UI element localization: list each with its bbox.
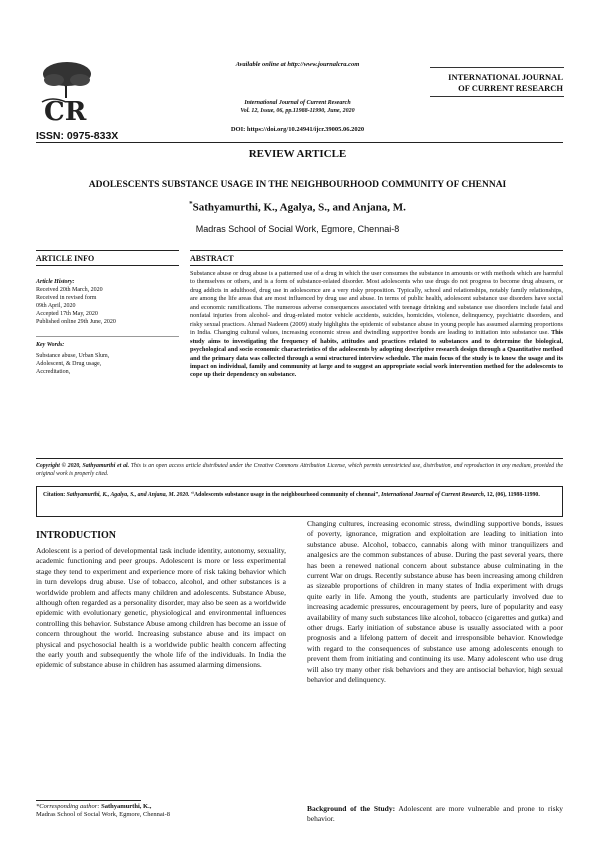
citation-authors: Sathyamurthi, K., Agalya, S., and Anjana, M. 2020.: [65, 492, 190, 498]
article-authors: [0, 200, 595, 214]
copyright-notice: [36, 462, 563, 478]
article-title: ADOLESCENTS SUBSTANCE USAGE IN THE NEIGHBOURHOOD COMMUNITY OF CHENNAI: [88, 180, 507, 190]
introduction-heading: INTRODUCTION: [36, 530, 117, 541]
info-heading-rule: [36, 265, 179, 266]
bg-label: Background of the Study:: [307, 804, 396, 813]
abstract-heading: ABSTRACT: [190, 254, 234, 263]
accepted-date: Accepted 17th May, 2020: [36, 311, 98, 317]
abstract-top-rule: [190, 250, 563, 251]
keywords-line3: Accreditation,: [36, 369, 71, 375]
info-top-rule: [36, 250, 179, 251]
copyright-lead: Copyright © 2020, Sathyamurthi et al.: [36, 463, 130, 469]
keywords: [36, 341, 179, 376]
article-history: [36, 278, 179, 326]
corr-address: Madras School of Social Work, Egmore, Chennai-8: [36, 811, 171, 818]
journal-logo: [36, 58, 100, 126]
abstract-part1: Substance abuse or drug abuse is a patterned use of a drug in which the user consumes the substance in amounts or with methods which are harmful to themselves or others, and is a form of substance-related disorder. Most adolescents who use drugs do not progress to become drug abusers, or drug addicts in adulthood, drug use in adolescence are a very risky proposition. Typically, school and relationships, notably family relationships, are among the life areas that are most influenced by drug use and abuse. In terms of public health, adolescent substance use disorders have social and economic ramifications. The numerous adverse consequences associated with teenage drinking and substance use disorders include fatal and nonfatal injuries from alcohol- and drug-related motor vehicle accidents, suicides, homicides, violence, delinquency, psychiatric disorders, and risky sexual practices.: [190, 270, 563, 328]
journal-name-line2: OF CURRENT RESEARCH: [458, 83, 563, 93]
intro-p1a: Adolescent is a period of developmental task include identity, autonomy, sexuality, academic functioning and peer groups. Adolescent is more or less experimental stage they tend to experiment and experience more of risk taking behavior which in turn develops drug abuse. Use of tobacco, alcohol, and other substances is a worldwide problem and affects many children and adolescents.: [36, 546, 286, 597]
published-date: Published online 29th June, 2020: [36, 319, 116, 325]
header-divider: [36, 142, 563, 143]
svg-text:CR: CR: [44, 97, 87, 126]
bg-text: Adolescent are more vulnerable and prone to risky behavior.: [307, 804, 563, 824]
revised-line1: Received in revised form: [36, 295, 97, 301]
affiliation: Madras School of Social Work, Egmore, Chennai-8: [195, 224, 400, 234]
citation-label: Citation:: [43, 492, 66, 498]
received-date: Received 20th March, 2020: [36, 287, 103, 293]
copyright-text: This is an open access article distributed under the Creative Commons Attribution License, which permits unrestricted use, distribution, and reproduction in any medium, provided the original work is properly cited.: [36, 463, 563, 477]
article-info-heading: ARTICLE INFO: [36, 254, 95, 263]
info-mid-rule: [36, 336, 179, 337]
article-type: REVIEW ARTICLE: [248, 148, 347, 160]
abstract-heading-rule: [190, 265, 563, 266]
journal-rule-top: [430, 67, 564, 68]
abstract-body: [190, 270, 563, 380]
corr-name: Sathyamurthi, K.,: [99, 803, 152, 810]
intro-p1b: Substance Abuse, although often regarded as a personality disorder, may also be seen as a worldwide epidemic with evolutionary genetic, physiological and environmental influences controlling this behavior. Substance Abuse among children has become an issue of concern throughout the world. Increasing substance abuse and its impact on physical and psychosocial health is a worldwide public health concern affecting the early youth and subsequently the whole life of the individuals. In India the epidemic of substance abuse in children has assumed alarming dimensions.: [36, 587, 286, 670]
journal-italic-name: International Journal of Current Research: [244, 100, 351, 106]
intro-col2b: Knowledge with regard to the consequences of substance use among adolescents enough to prevent them from initiating and continuing its use. Many adolescent who use drug will also try many other risk behaviors and they are antisocial behavior, high sexual behavior and delinquency.: [307, 633, 563, 685]
corr-label: *Corresponding author:: [36, 803, 100, 810]
introduction-col1: [36, 546, 286, 671]
corresponding-author: [36, 803, 286, 819]
abstract-bottom-rule: [36, 458, 563, 459]
abstract-part3: This study aims to investigating the frequency of habits, attitudes and practices related to substances and to determine the biological, psychological and socio economic characteristics of the adolescents by adopting descriptive research design through a Quantitative method and the primary data was collected through a semi structured interview schedule. The main focus of the study is to know the usage and its impact on individual, family and community at large and to suggest an appropriate social work intervention method for the adolescents to cope up their dependency on substance.: [190, 329, 563, 379]
issn: ISSN: 0975-833X: [36, 130, 119, 142]
journal-name-line1: INTERNATIONAL JOURNAL: [448, 72, 563, 82]
citation-journal: International Journal of Current Research: [381, 492, 484, 498]
keywords-label: Key Words:: [36, 342, 65, 348]
keywords-line1: Substance abuse, Urban Slum,: [36, 353, 110, 359]
volume-line: Vol. 12, Issue, 06, pp.11988-11990, June, 2020: [240, 108, 355, 114]
journal-rule-bottom: [430, 96, 564, 97]
citation-rest: , 12, (06), 11988-11990.: [483, 492, 540, 498]
journal-citation-header: [0, 99, 595, 115]
available-online: Available online at http://www.journalcra.com: [235, 61, 360, 68]
doi-link[interactable]: DOI: https://doi.org/10.24941/ijcr.39005.06.2020: [230, 126, 365, 133]
author-marker: *: [189, 200, 193, 208]
abstract-part2: Ahmad Nadeem (2009) study highlights the epidemic of substance abuse in young people has assumed alarming proportions in India. Changing cultural values, increasing economic stress and dwindling supportive bonds are leading to initiation into substance use.: [190, 320, 563, 337]
citation-title: “Adolescents substance usage in the neighbourhood community of chennai”,: [189, 492, 382, 498]
revised-line2: 09th April, 2020: [36, 303, 76, 309]
journal-name: [423, 72, 563, 94]
author-names: Sathyamurthi, K., Agalya, S., and Anjana, M.: [192, 201, 406, 214]
introduction-col2: [307, 519, 563, 686]
citation-box: [36, 486, 563, 517]
footnote-rule: [36, 800, 141, 801]
keywords-line2: Adolescent, & Drug usage,: [36, 361, 102, 367]
background-of-study: [307, 804, 563, 825]
intro-col2a: Changing cultures, increasing economic stress, dwindling supportive bonds, issues of poverty, ignorance, migration and exploitation are leading to initiation into substance abuse. Alcohol, tobacco, cannabis along with minor tranquilizers and analgesics are the common substances of abuse. During the past several years, there has been a renewed national concern about substance abuse culminating in the current War on drugs. Recently substance abuse has been increasing among children as sizeable proportions of children in many states of India experiment with drugs quite early in life. Among the youth, students are particularly involved due to increasing academic pressures, encouragement by peers, lure of popularity and easy availability of many such substances like alcohol, tobacco (cigarettes and gutka) and other drugs. Early initiation of substance abuse is usually associated with a poor prognosis and a lifelong pattern of deceit and irresponsible behavior.: [307, 519, 563, 643]
history-label: Article History:: [36, 279, 75, 285]
